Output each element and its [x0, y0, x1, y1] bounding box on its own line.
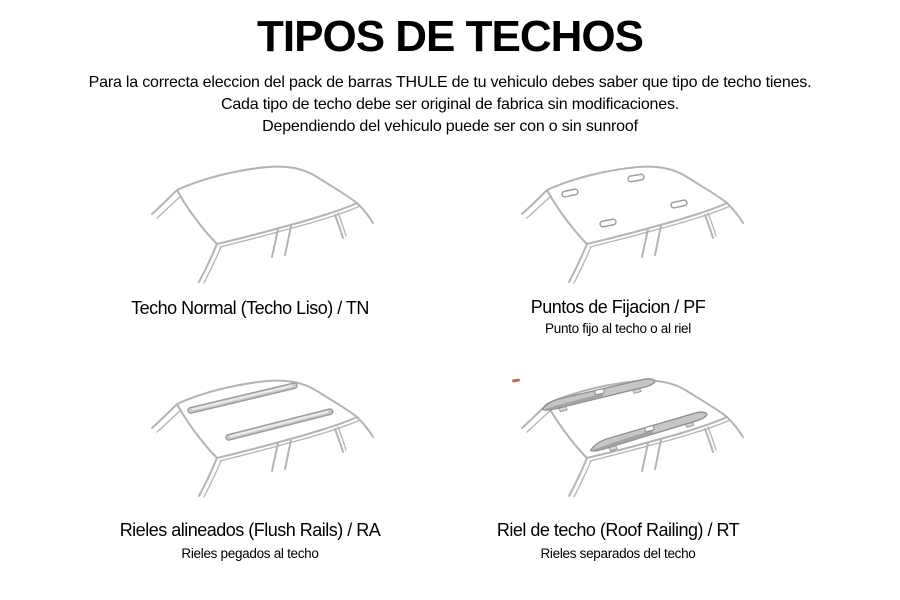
intro-line-1: Para la correcta eleccion del pack de barras THULE de tu vehiculo debes saber que tipo de techo tienes.	[88, 74, 812, 91]
roof-sublabel-ra: Rieles pegados al techo	[181, 546, 319, 561]
raised-rail-near	[589, 410, 710, 456]
roof-label-tn: Techo Normal (Techo Liso) / TN	[131, 298, 369, 318]
flush-rails-roof-icon	[120, 364, 420, 514]
intro-text	[0, 72, 900, 138]
roof-label-pf: Puntos de Fijacion / PF	[530, 297, 706, 317]
plain-roof-icon	[120, 150, 420, 300]
intro-line-2: Cada tipo de techo debe ser original de fabrica sin modificaciones.	[221, 96, 679, 113]
raised-rail-far	[541, 377, 657, 415]
roof-sublabel-pf: Punto fijo al techo o al riel	[545, 321, 691, 336]
raised-rails-roof-icon	[490, 364, 790, 514]
page-title: TIPOS DE TECHOS	[257, 12, 643, 61]
roof-label-ra: Rieles alineados (Flush Rails) / RA	[119, 520, 381, 540]
intro-line-3: Dependiendo del vehiculo puede ser con o sin sunroof	[262, 118, 638, 135]
flush-rail-far	[187, 382, 297, 413]
roof-fix-points-icon	[490, 150, 790, 300]
roof-label-rt: Riel de techo (Roof Railing) / RT	[496, 520, 740, 540]
roof-sublabel-rt: Rieles separados del techo	[540, 546, 696, 561]
fixation-points	[562, 174, 688, 227]
